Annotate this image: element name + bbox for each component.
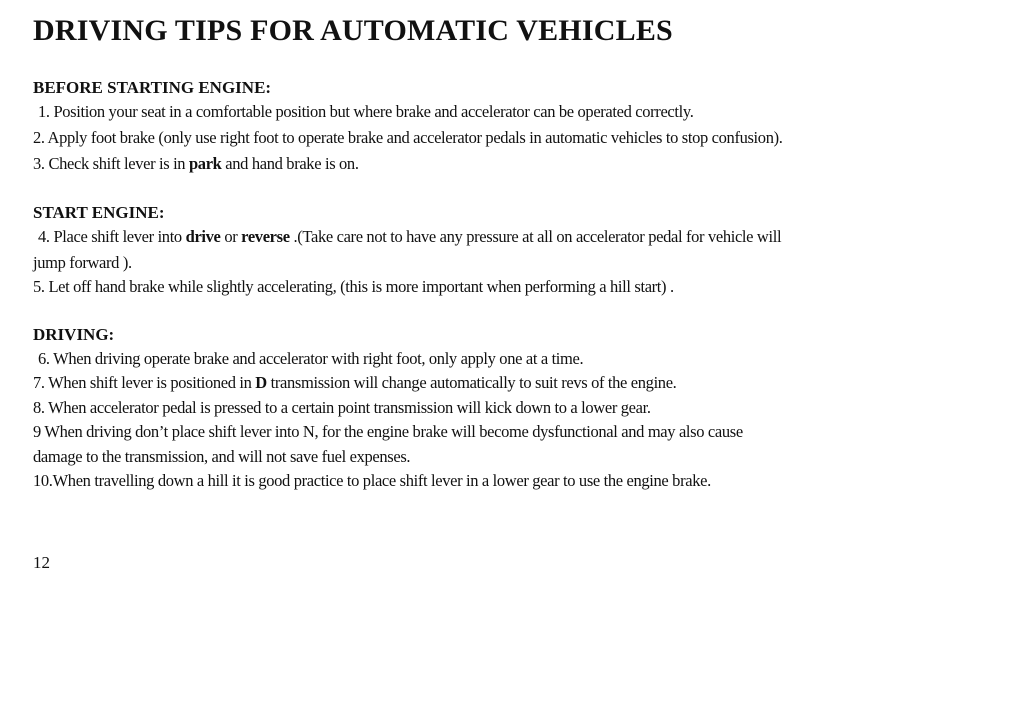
tip-item-4-continued: jump forward ). <box>33 253 132 272</box>
tip-item-3-text-start: 3. Check shift lever is in <box>33 154 189 173</box>
section-heading-driving: DRIVING: <box>33 325 115 344</box>
tip-item-6: 6. When driving operate brake and accelerator with right foot, only apply one at a time. <box>38 349 584 368</box>
reverse-keyword: reverse <box>241 227 290 246</box>
tip-item-3-text-end: and hand brake is on. <box>221 154 359 173</box>
tip-item-2: 2. Apply foot brake (only use right foot to operate brake and accelerator pedals in automatic vehicles to stop confusion). <box>33 128 783 147</box>
tip-item-4-text-start: 4. Place shift lever into <box>38 227 186 246</box>
tip-item-9: 9 When driving don’t place shift lever into N, for the engine brake will become dysfunctional and may also cause <box>33 422 743 441</box>
tip-item-3 <box>33 154 359 174</box>
tip-item-10: 10.When travelling down a hill it is good practice to place shift lever in a lower gear to use the engine brake. <box>33 471 711 490</box>
tip-item-7-text-start: 7. When shift lever is positioned in <box>33 373 256 392</box>
tip-item-4-text-or: or <box>220 227 242 246</box>
tip-item-5: 5. Let off hand brake while slightly accelerating, (this is more important when performing a hill start) . <box>33 277 674 296</box>
d-keyword: D <box>255 373 267 392</box>
tip-item-7-text-end: transmission will change automatically to suit revs of the engine. <box>266 373 677 392</box>
page-title: DRIVING TIPS FOR AUTOMATIC VEHICLES <box>33 14 673 47</box>
tip-item-8: 8. When accelerator pedal is pressed to a certain point transmission will kick down to a lower gear. <box>33 398 651 417</box>
tip-item-4 <box>38 227 781 247</box>
page-number: 12 <box>33 553 50 572</box>
drive-keyword: drive <box>185 227 221 246</box>
section-heading-start-engine: START ENGINE: <box>33 203 165 222</box>
tip-item-4-text-end: .(Take care not to have any pressure at all on accelerator pedal for vehicle will <box>289 227 782 246</box>
tip-item-7 <box>33 373 676 393</box>
tip-item-9-continued: damage to the transmission, and will not save fuel expenses. <box>33 447 411 466</box>
park-keyword: park <box>188 154 222 173</box>
tip-item-1: 1. Position your seat in a comfortable position but where brake and accelerator can be operated correctly. <box>38 102 694 121</box>
section-heading-before-starting: BEFORE STARTING ENGINE: <box>33 78 272 97</box>
